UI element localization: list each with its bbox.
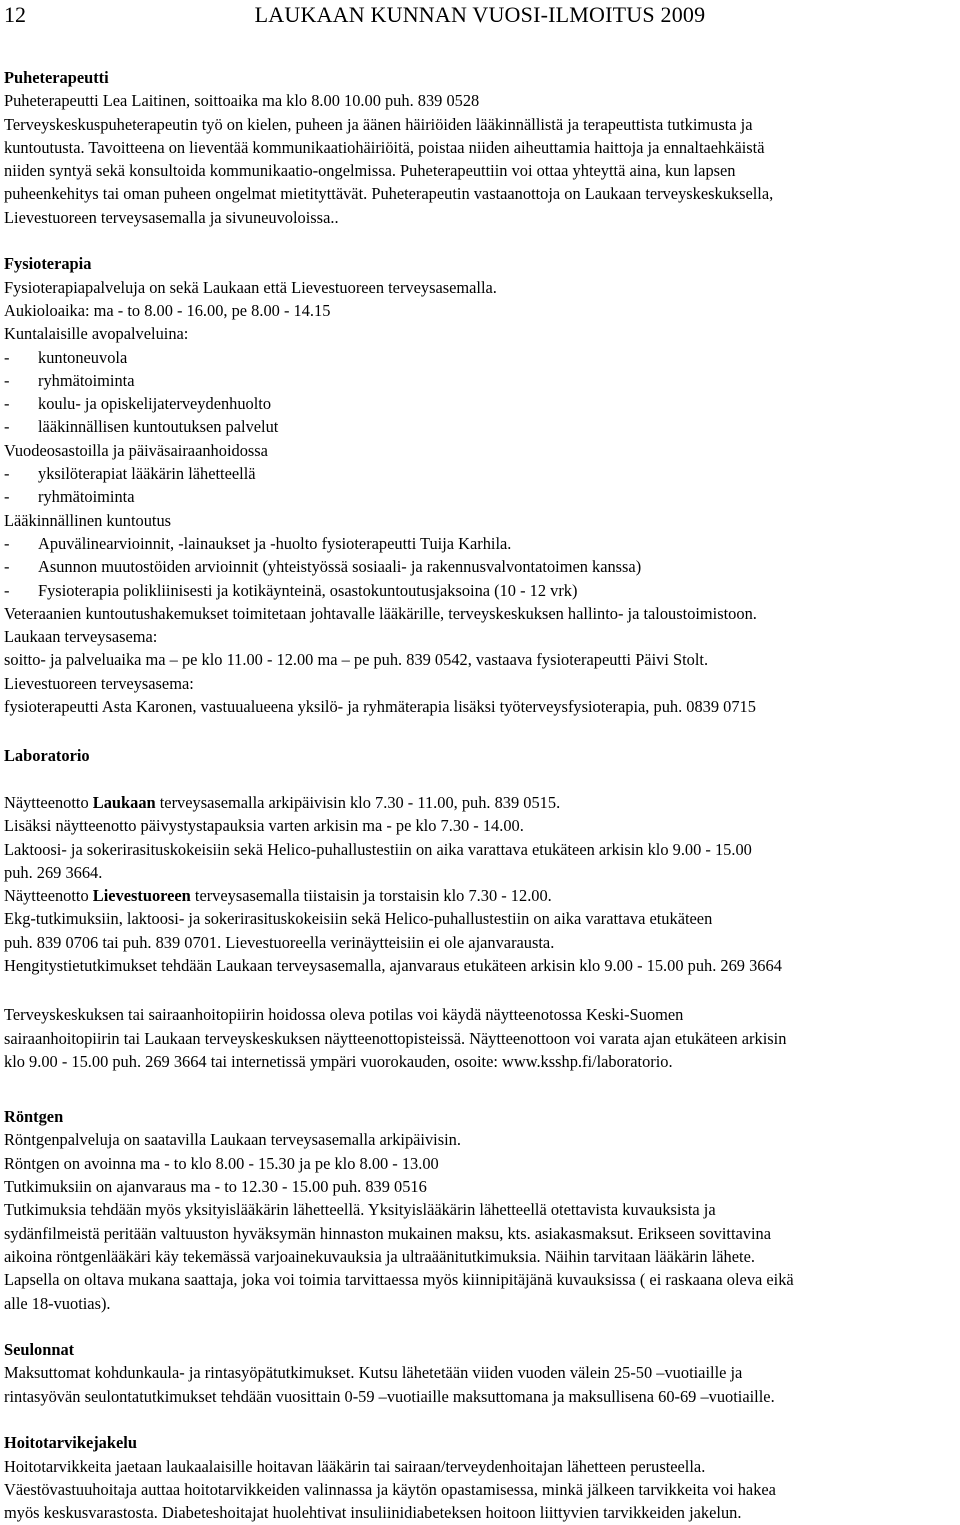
list-item: - kuntoneuvola [4,347,128,367]
section-rontgen [4,1105,954,1315]
section-fysioterapia [4,252,954,718]
section-heading: Röntgen [4,1107,64,1127]
text-line: Vuodeosastoilla ja päiväsairaanhoidossa [4,440,268,460]
document-title: LAUKAAN KUNNAN VUOSI-ILMOITUS 2009 [254,2,706,27]
text-line: klo 9.00 - 15.00 puh. 269 3664 tai internetissä ympäri vuorokauden, osoite: www.ksshp.fi/laboratorio. [4,1051,673,1071]
text-line: Fysioterapiapalveluja on sekä Laukaan että Lievestuoreen terveysasemalla. [4,277,497,297]
list-item: - yksilöterapiat lääkärin lähetteellä [4,464,256,484]
text-line: soitto- ja palveluaika ma – pe klo 11.00 - 12.00 ma – pe puh. 839 0542, vastaava fysioterapeutti Päivi Stolt. [4,650,709,670]
text-line: Näytteenotto Lievestuoreen terveysasemalla tiistaisin ja torstaisin klo 7.30 - 12.00. [4,886,552,906]
text-line: Hengitystietutkimukset tehdään Laukaan terveysasemalla, ajanvaraus etukäteen arkisin klo 9.00 - 15.00 puh. 269 3664 [4,955,782,975]
text-line: fysioterapeutti Asta Karonen, vastuualueena yksilö- ja ryhmäterapia lisäksi työterveysfysioterapia, puh. 0839 0715 [4,697,756,717]
text-line: Veteraanien kuntoutushakemukset toimitetaan johtavalle lääkärille, terveyskeskuksen hallinto- ja taloustoimistoon. [4,603,757,623]
text-line: myös keskusvarastosta. Diabeteshoitajat huolehtivat insuliinidiabeteksen hoitoon liittyvien tarvikkeiden jakelun. [4,1503,742,1523]
text-line: aikoina röntgenlääkäri käy tekemässä varjoainekuvauksia ja ultraäänitutkimuksia. Näihin tarvitaan lääkärin lähete. [4,1246,755,1266]
text-line: kuntoutusta. Tavoitteena on lieventää kommunikaatiohäiriöitä, poistaa niiden aiheuttamia haittoja ja ennaltaehkäistä [4,137,765,157]
text-line: Röntgenpalveluja on saatavilla Laukaan terveysasemalla arkipäivisin. [4,1130,461,1150]
text-line: Ekg-tutkimuksiin, laktoosi- ja sokerirasituskokeisiin sekä Helico-puhallustestiin on aika varattava etukäteen [4,909,713,929]
text-line: Aukioloaika: ma - to 8.00 - 16.00, pe 8.00 - 14.15 [4,300,331,320]
document-body [4,66,954,1525]
section-heading: Puheterapeutti [4,68,109,87]
text-line: Lievestuoreen terveysasemalla ja sivuneuvoloissa.. [4,207,339,227]
section-laboratorio [4,744,954,1073]
text-line: Laukaan terveysasema: [4,627,158,647]
text-line: Maksuttomat kohdunkaula- ja rintasyöpätutkimukset. Kutsu lähetetään viiden vuoden välein 25-50 –vuotiaille ja [4,1363,743,1383]
text-line: Näytteenotto Laukaan terveysasemalla arkipäivisin klo 7.30 - 11.00, puh. 839 0515. [4,792,561,812]
text-line: puh. 269 3664. [4,862,103,882]
text-line: Tutkimuksia tehdään myös yksityislääkärin lähetteellä. Yksityislääkärin lähetteellä otettavista kuvauksista ja [4,1200,716,1220]
text-line: Lievestuoreen terveysasema: [4,673,194,693]
text-line: Puheterapeutti Lea Laitinen, soittoaika ma klo 8.00 10.00 puh. 839 0528 [4,91,480,111]
text-line: Lapsella on oltava mukana saattaja, joka voi toimia tarvittaessa myös kiinnipitäjänä kuvauksissa ( ei raskaana oleva eikä [4,1270,794,1290]
text-line: Kuntalaisille avopalveluina: [4,324,189,344]
text-line: puh. 839 0706 tai puh. 839 0701. Lievestuoreella verinäytteisiin ei ole ajanvarausta. [4,932,555,952]
text-line: puheenkehitys tai oman puheen ongelmat mietityttävät. Puheterapeutin vastaanottoja on Laukaan terveyskeskuksella, [4,184,774,204]
text-line: Lääkinnällinen kuntoutus [4,510,172,530]
text-line: Tutkimuksiin on ajanvaraus ma - to 12.30 - 15.00 puh. 839 0516 [4,1177,427,1197]
list-item: - koulu- ja opiskelijaterveydenhuolto [4,394,272,414]
text-line: alle 18-vuotias). [4,1293,111,1313]
text-line: Röntgen on avoinna ma - to klo 8.00 - 15.30 ja pe klo 8.00 - 13.00 [4,1153,439,1173]
text-line: niiden syntyä sekä konsultoida kommunikaatio-ongelmissa. Puheterapeuttiin voi ottaa yhteyttä aina, kun lapsen [4,161,736,181]
list-item: - Apuvälinearvioinnit, -lainaukset ja -huolto fysioterapeutti Tuija Karhila. [4,533,512,553]
text-line: sairaanhoitopiirin tai Laukaan terveyskeskuksen näytteenottopisteissä. Näytteenottoon voi varata ajan etukäteen arkisin [4,1028,787,1048]
section-seulonnat [4,1338,954,1408]
page-number: 12 [4,2,26,27]
list-item: - Fysioterapia polikliinisesti ja kotikäynteinä, osastokuntoutusjaksoina (10 - 12 vrk) [4,580,578,600]
text-line: sydänfilmeistä peritään valtuuston hyväksymän hinnaston mukainen maksu, kts. asiakasmaksut. Erikseen sovittavina [4,1223,772,1243]
location-emphasis: Laukaan [92,792,156,812]
list-item: - Asunnon muutostöiden arvioinnit (yhteistyössä sosiaali- ja rakennusvalvontatoimen kanssa) [4,557,642,577]
text-line: rintasyövän seulontatutkimukset tehdään vuosittain 0-59 –vuotiaille maksuttomana ja maksullisena 60-69 –vuotiaille. [4,1386,775,1406]
list-item: - ryhmätoiminta [4,370,135,390]
location-emphasis: Lievestuoreen [92,886,191,906]
text-line: Laktoosi- ja sokerirasituskokeisiin sekä Helico-puhallustestiin on aika varattava etukäteen arkisin klo 9.00 - 15.00 [4,839,752,859]
section-heading: Seulonnat [4,1340,75,1360]
section-heading: Hoitotarvikejakelu [4,1433,137,1453]
page-header [4,0,956,30]
text-line: Lisäksi näytteenotto päivystystapauksia varten arkisin ma - pe klo 7.30 - 14.00. [4,816,524,836]
list-item: - lääkinnällisen kuntoutuksen palvelut [4,417,279,437]
section-heading: Laboratorio [4,746,90,766]
text-line: Hoitotarvikkeita jaetaan laukaalaisille hoitavan lääkärin tai sairaan/terveydenhoitajan lähetteen perusteella. [4,1456,706,1476]
section-puheterapeutti [4,66,954,229]
text-line: Terveyskeskuksen tai sairaanhoitopiirin hoidossa oleva potilas voi käydä näytteenotossa Keski-Suomen [4,1005,684,1025]
text-line: Väestövastuuhoitaja auttaa hoitotarvikkeiden valinnassa ja käytön opastamisessa, minkä jälkeen tarvikkeita voi hakea [4,1479,776,1499]
section-heading: Fysioterapia [4,254,92,274]
text-line: Terveyskeskuspuheterapeutin työ on kielen, puheen ja äänen häiriöiden lääkinnällistä ja terapeuttista tutkimusta ja [4,114,753,134]
list-item: - ryhmätoiminta [4,487,135,507]
